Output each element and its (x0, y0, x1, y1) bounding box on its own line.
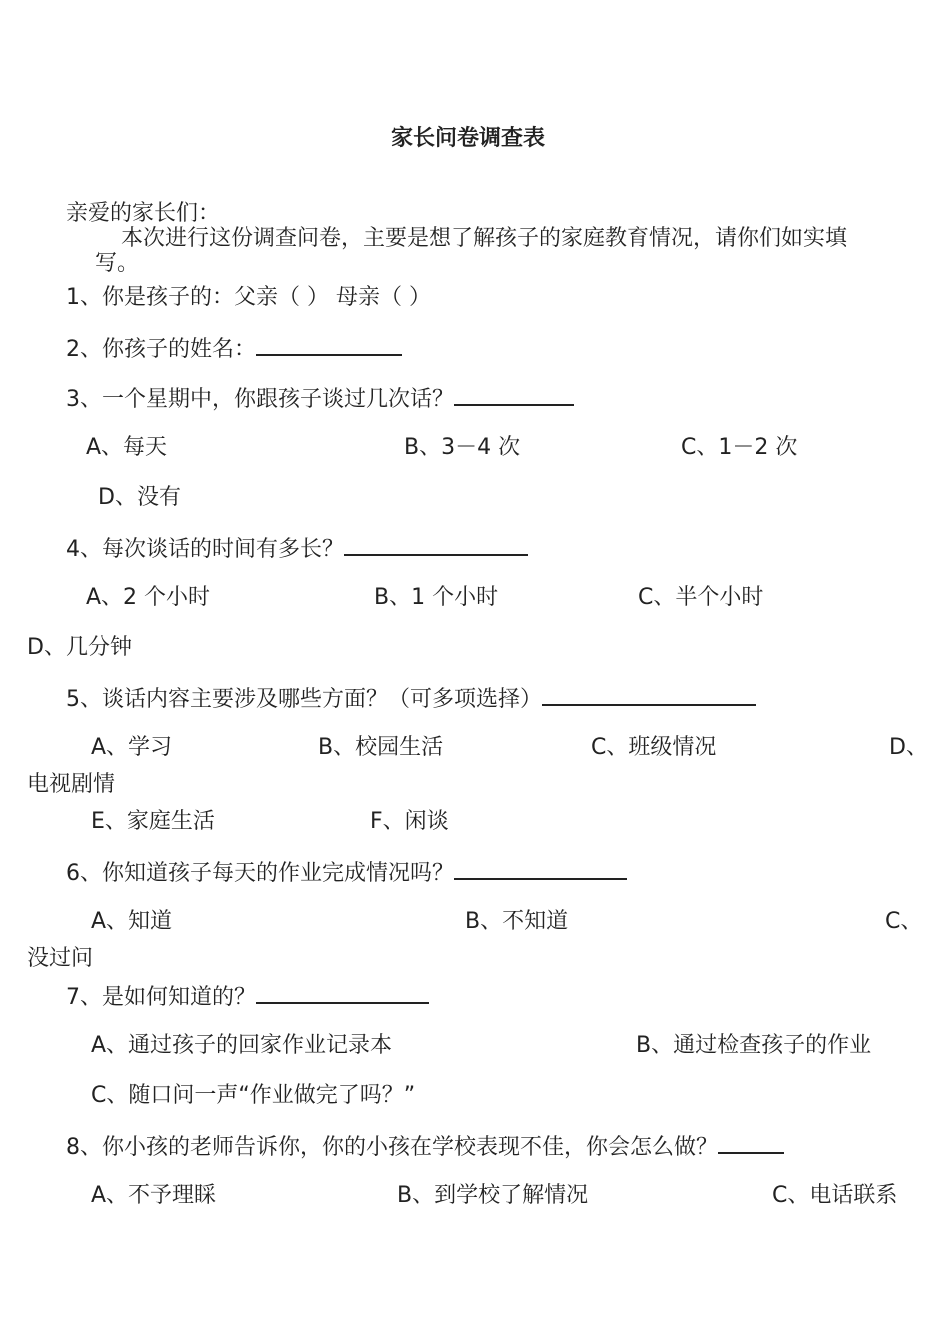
question-5-text: 5、谈话内容主要涉及哪些方面？（可多项选择） (66, 687, 542, 712)
question-2-text: 2、你孩子的姓名： (66, 337, 256, 362)
question-7 (66, 982, 429, 1012)
q6-option-b[interactable]: B、不知道 (465, 909, 569, 934)
q8-option-a[interactable]: A、不予理睬 (91, 1183, 217, 1208)
q6-option-a[interactable]: A、知道 (91, 909, 173, 934)
q4-option-a[interactable]: A、2 个小时 (86, 585, 211, 610)
question-1: 1、你是孩子的：父亲（ ） 母亲（ ） (66, 285, 431, 310)
q4-option-d[interactable]: D、几分钟 (27, 635, 132, 660)
greeting: 亲爱的家长们： (66, 201, 221, 226)
q5-option-e[interactable]: E、家庭生活 (91, 809, 215, 834)
question-3-text: 3、一个星期中，你跟孩子谈过几次话？ (66, 387, 454, 412)
q4-option-c[interactable]: C、半个小时 (638, 585, 764, 610)
q8-option-b[interactable]: B、到学校了解情况 (397, 1183, 589, 1208)
answer-blank-7[interactable] (256, 982, 429, 1004)
intro-line-1: 本次进行这份调查问卷，主要是想了解孩子的家庭教育情况，请你们如实填 (121, 226, 848, 251)
q3-option-d[interactable]: D、没有 (98, 485, 181, 510)
q7-option-a[interactable]: A、通过孩子的回家作业记录本 (91, 1033, 393, 1058)
question-4-text: 4、每次谈话的时间有多长？ (66, 537, 344, 562)
answer-blank-4[interactable] (344, 534, 528, 556)
page-title: 家长问卷调查表 (391, 125, 546, 151)
q7-option-c[interactable]: C、随口问一声“作业做完了吗？” (91, 1083, 416, 1108)
answer-blank-5[interactable] (542, 684, 756, 706)
answer-blank-2[interactable] (256, 334, 402, 356)
question-8-text: 8、你小孩的老师告诉你，你的小孩在学校表现不佳，你会怎么做？ (66, 1135, 718, 1160)
q5-option-c[interactable]: C、班级情况 (591, 735, 717, 760)
question-2 (66, 334, 402, 364)
q5-option-b[interactable]: B、校园生活 (318, 735, 444, 760)
intro-line-2: 写。 (95, 251, 140, 276)
question-3 (66, 384, 574, 414)
question-7-text: 7、是如何知道的？ (66, 985, 256, 1010)
q8-option-c[interactable]: C、电话联系 (772, 1183, 898, 1208)
question-6-text: 6、你知道孩子每天的作业完成情况吗？ (66, 861, 454, 886)
q5-option-a[interactable]: A、学习 (91, 735, 173, 760)
q3-option-c[interactable]: C、1－2 次 (681, 435, 798, 460)
q3-option-b[interactable]: B、3－4 次 (404, 435, 521, 460)
q5-option-f[interactable]: F、闲谈 (370, 809, 449, 834)
q6-option-c-text[interactable]: 没过问 (27, 946, 94, 971)
answer-blank-3[interactable] (454, 384, 574, 406)
q6-option-c-prefix[interactable]: C、 (885, 909, 923, 934)
q4-option-b[interactable]: B、1 个小时 (374, 585, 499, 610)
q5-option-d-text[interactable]: 电视剧情 (27, 772, 116, 797)
question-5 (66, 684, 756, 714)
answer-blank-8[interactable] (718, 1132, 784, 1154)
question-8 (66, 1132, 784, 1162)
q5-option-d-prefix[interactable]: D、 (889, 735, 928, 760)
question-4 (66, 534, 528, 564)
answer-blank-6[interactable] (454, 858, 627, 880)
q3-option-a[interactable]: A、每天 (86, 435, 168, 460)
question-6 (66, 858, 627, 888)
q7-option-b[interactable]: B、通过检查孩子的作业 (636, 1033, 872, 1058)
